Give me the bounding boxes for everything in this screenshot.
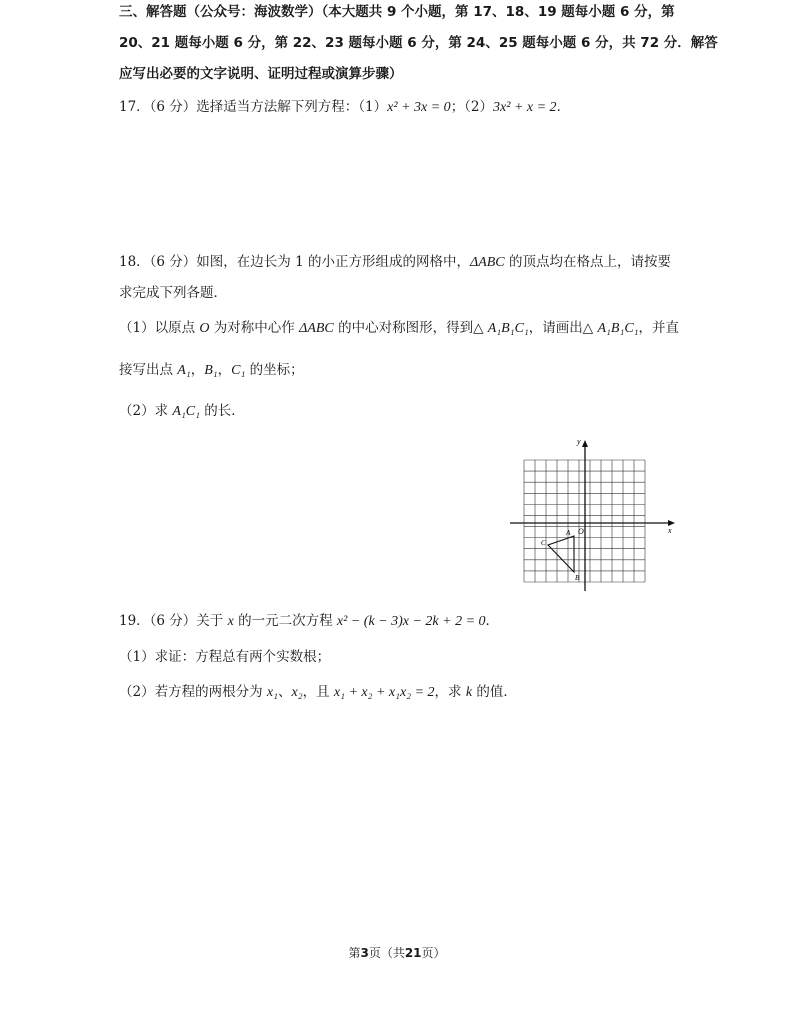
q19-text-a: 19．（6 分）关于 <box>119 613 228 629</box>
q17-end: ． <box>556 99 571 115</box>
q18-sep-2: ， <box>217 362 232 378</box>
q19-p2-c: ，求 <box>434 684 466 700</box>
footer-pre: 第 <box>348 946 361 960</box>
point-b-label: B <box>575 574 580 582</box>
section-heading-line-2: 20、21 题每小题 6 分，第 22、23 题每小题 6 分，第 24、25 题每小题 6 分，共 72 分．解答 <box>119 35 718 51</box>
q19-text-c: ． <box>485 613 500 629</box>
q17-separator: ；（2） <box>450 99 494 115</box>
q18-p3-a: （2）求 <box>119 403 173 419</box>
q19-p2-comma: 、 <box>277 684 292 700</box>
q18-p2-a: 接写出点 <box>119 362 178 378</box>
footer-mid: 页（共 <box>368 946 405 960</box>
q18-sep-1: ， <box>190 362 205 378</box>
q18-image-triangle-2: A₁B₁C₁ <box>597 321 639 336</box>
q18-part-2 <box>119 401 245 422</box>
origin-label: O <box>578 527 584 536</box>
axis-label-x: x <box>668 526 672 535</box>
q19-p2-d: 的值． <box>472 684 517 700</box>
q18-p1-e: ，并直 <box>638 320 680 336</box>
question-17 <box>119 97 570 118</box>
q17-equation-2: 3x² + x = 2 <box>493 100 557 115</box>
q18-text-b: 的顶点均在格点上，请按要 <box>504 254 671 270</box>
q18-origin: O <box>199 321 210 336</box>
triangle-abc <box>548 536 574 572</box>
section-heading-line-1: 三、解答题（公众号：海波数学）（本大题共 9 个小题，第 17、18、19 题每小题 6 分，第 <box>119 4 675 20</box>
footer-total-pages: 21 <box>404 946 422 960</box>
q19-equation: x² − (k − 3)x − 2k + 2 = 0 <box>336 614 486 629</box>
question-18-line-1 <box>119 252 671 273</box>
question-19 <box>119 611 499 632</box>
y-axis-arrow-icon <box>582 440 588 447</box>
q18-p1-b: 为对称中心作 <box>209 320 300 336</box>
q17-equation-1: x² + 3x = 0 <box>387 100 451 115</box>
q19-text-b: 的一元二次方程 <box>233 613 337 629</box>
q18-p2-b: 的坐标； <box>245 362 304 378</box>
question-18-line-2: 求完成下列各题． <box>119 285 227 301</box>
q18-image-triangle: A₁B₁C₁ <box>487 321 529 336</box>
q19-part-2 <box>119 682 517 703</box>
point-a-label: A <box>566 529 571 537</box>
q17-prefix: 17．（6 分）选择适当方法解下列方程：（1） <box>119 99 388 115</box>
q19-p2-b: ，且 <box>302 684 334 700</box>
q18-text-a: 18．（6 分）如图，在边长为 1 的小正方形组成的网格中， <box>119 254 470 270</box>
q19-variable-x: x <box>227 614 234 629</box>
q18-part-1-line-2 <box>119 360 304 381</box>
q18-part-1-line-1 <box>119 318 679 339</box>
q18-triangle: ΔABC <box>469 255 505 270</box>
q19-part-1: （1）求证：方程总有两个实数根； <box>119 649 331 665</box>
coordinate-grid-figure <box>508 435 678 595</box>
q18-p3-b: 的长． <box>200 403 245 419</box>
q18-triangle-2: ΔABC <box>299 321 334 336</box>
q18-point-a1: A₁ <box>177 363 191 378</box>
q18-point-c1: C₁ <box>231 363 246 378</box>
axis-label-y: y <box>577 437 581 446</box>
q18-p1-a: （1）以原点 <box>119 320 200 336</box>
q18-p1-d: ，请画出△ <box>528 320 598 336</box>
footer-post: 页） <box>421 946 446 960</box>
section-heading-line-3: 应写出必要的文字说明、证明过程或演算步骤） <box>119 66 403 82</box>
q18-segment: A₁C₁ <box>172 404 201 419</box>
point-c-label: C <box>541 539 546 547</box>
page-footer <box>0 944 794 961</box>
q19-p2-a: （2）若方程的两根分为 <box>119 684 267 700</box>
q19-root-1: x₁ <box>266 685 278 700</box>
q19-variable-k: k <box>465 685 473 700</box>
q18-p1-c: 的中心对称图形，得到△ <box>333 320 488 336</box>
q18-point-b1: B₁ <box>204 363 218 378</box>
footer-page-number: 3 <box>360 946 369 960</box>
q19-root-2: x₂ <box>291 685 303 700</box>
q19-condition: x₁ + x₂ + x₁x₂ = 2 <box>333 685 435 700</box>
